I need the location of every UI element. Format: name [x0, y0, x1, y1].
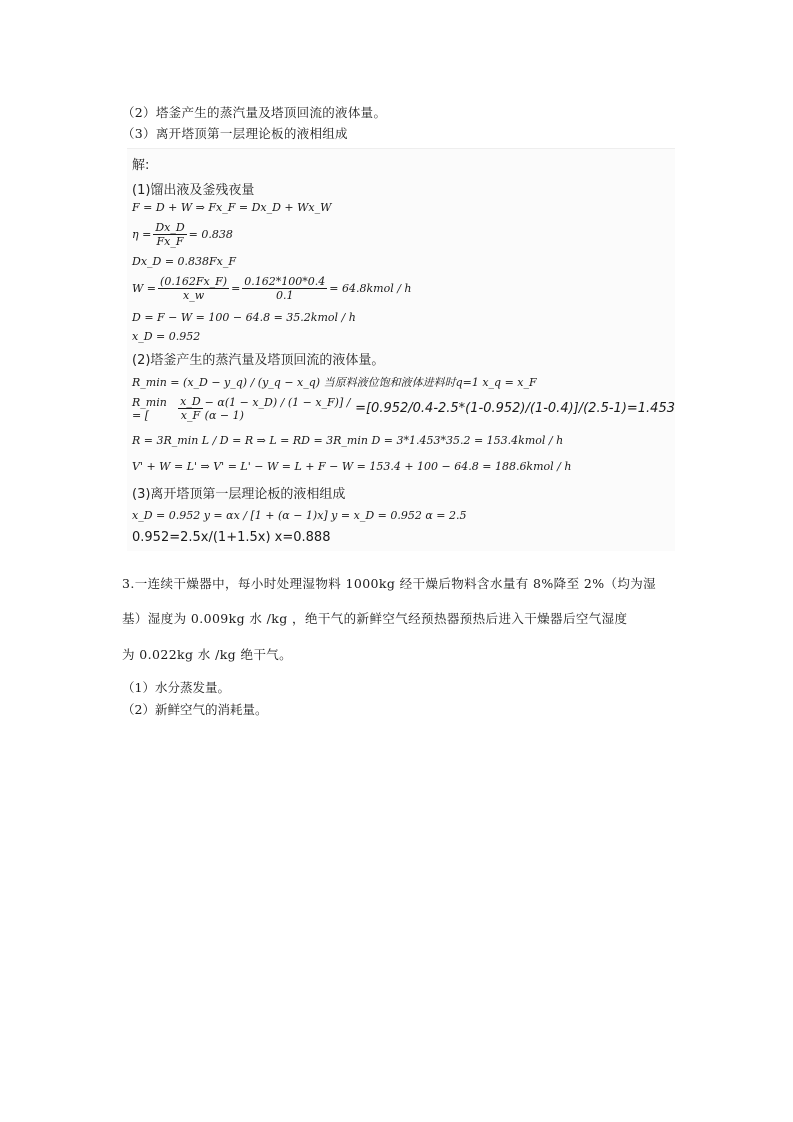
rmin-middle: − α(1 − x_D) / (1 − x_F)] / (α − 1) — [204, 395, 351, 422]
equilibrium-equation: x_D = 0.952 y = αx / [1 + (α − 1)x] y = x_D = 0.952 α = 2.5 — [132, 509, 467, 522]
problem-3-subquestion-1: （1）水分蒸发量。 — [122, 680, 230, 695]
part2-title: (2)塔釜产生的蒸汽量及塔顶回流的液体量。 — [132, 353, 385, 368]
rmin-label: R_min = [ — [132, 395, 167, 422]
rmin-numerator: x_D — [180, 395, 201, 408]
w-value: = 64.8kmol / h — [329, 282, 412, 295]
problem-3-line-2: 基）湿度为 0.009kg 水 /kg ，绝干气的新鲜空气经预热器预热后进入干燥器后空气湿度 — [122, 611, 628, 626]
rmin-calculation — [132, 395, 675, 422]
w-numerator-1: (0.162Fx_F) — [160, 275, 228, 288]
eta-value: = 0.838 — [188, 228, 233, 241]
part3-title: (3)离开塔顶第一层理论板的液相组成 — [132, 487, 346, 502]
recovery-equation — [132, 221, 233, 248]
question-2-line: （2）塔釜产生的蒸汽量及塔顶回流的液体量。 — [122, 105, 387, 120]
w-denominator-2: 0.1 — [276, 289, 294, 302]
bottoms-equation — [132, 275, 412, 302]
reflux-equation: R = 3R_min L / D = R ⇒ L = RD = 3R_min D = 3*1.453*35.2 = 153.4kmol / h — [132, 434, 564, 447]
w-label: W = — [132, 282, 157, 295]
w-numerator-2: 0.162*100*0.4 — [244, 275, 326, 288]
d-equation: D = F − W = 100 − 64.8 = 35.2kmol / h — [132, 311, 356, 324]
w-equals: = — [231, 282, 241, 295]
distillate-equation: Dx_D = 0.838Fx_F — [132, 255, 237, 268]
eta-numerator: Dx_D — [155, 221, 185, 234]
rmin-definition: R_min = (x_D − y_q) / (y_q − x_q) 当原料液位饱和液体进料时q=1 x_q = x_F — [132, 376, 537, 389]
rmin-result: =[0.952/0.4-2.5*(1-0.952)/(1-0.4)]/(2.5-1)=1.453 — [355, 401, 675, 416]
problem-3-subquestion-2: （2）新鲜空气的消耗量。 — [122, 702, 268, 717]
solution-image — [127, 148, 675, 551]
liquid-composition-result: 0.952=2.5x/(1+1.5x) x=0.888 — [132, 530, 331, 545]
problem-3-line-1: 3.一连续干燥器中，每小时处理湿物料 1000kg 经干燥后物料含水量有 8%降至 2%（均为湿 — [122, 576, 657, 591]
problem-3-line-3: 为 0.022kg 水 /kg 绝干气。 — [122, 647, 293, 662]
xd-equation: x_D = 0.952 — [132, 330, 201, 343]
question-3-line: （3）离开塔顶第一层理论板的液相组成 — [122, 126, 348, 141]
part1-title: (1)馏出液及釜残夜量 — [132, 183, 255, 198]
eta-label: η = — [132, 228, 152, 241]
w-denominator-1: x_w — [182, 289, 205, 302]
rmin-denominator: x_F — [180, 409, 201, 422]
vapor-equation: V' + W = L' ⇒ V' = L' − W = L + F − W = 153.4 + 100 − 64.8 = 188.6kmol / h — [132, 460, 572, 473]
solution-heading: 解: — [132, 158, 150, 173]
mass-balance-equation: F = D + W ⇒ Fx_F = Dx_D + Wx_W — [132, 201, 332, 214]
eta-denominator: Fx_F — [156, 235, 184, 248]
